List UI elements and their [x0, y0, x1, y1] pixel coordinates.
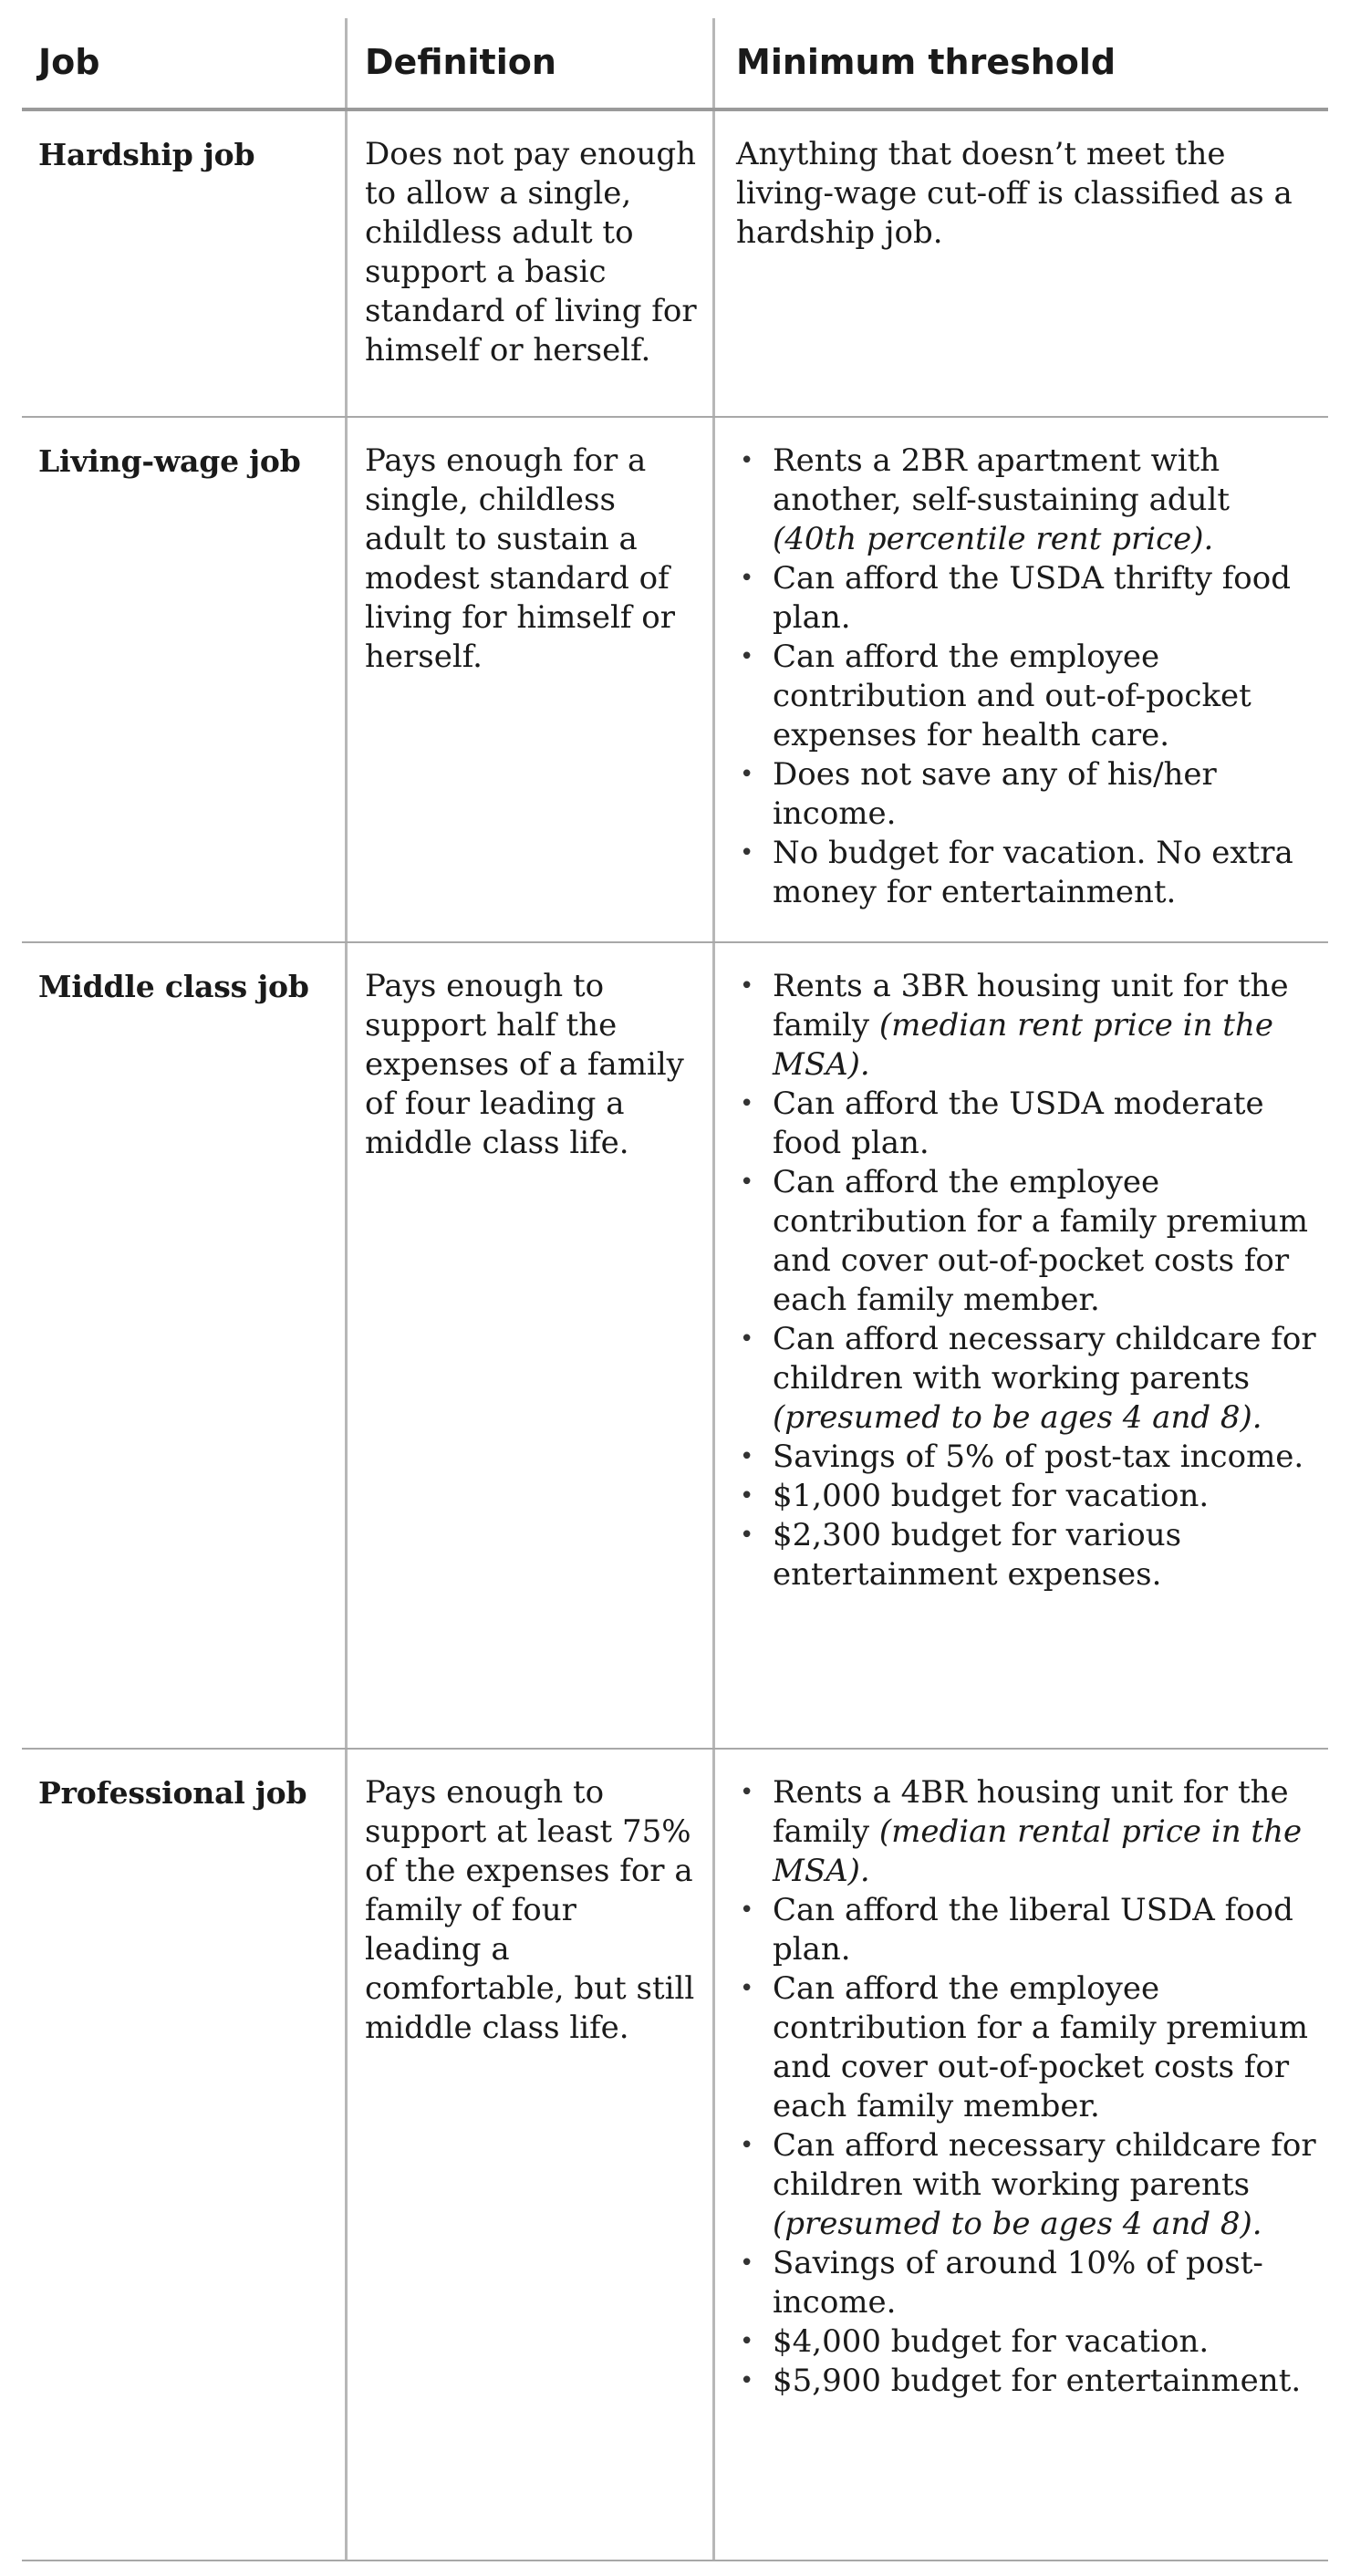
list-item: • $1,000 budget for vacation.	[736, 1477, 1319, 1516]
job-definition: Pays enough to support at least 75% of the expenses for a family of four leading a comfortable, but still middle class life.	[365, 1774, 695, 2046]
list-item: • Can afford the USDA moderate food plan.	[736, 1085, 1319, 1163]
list-item: • Can afford the liberal USDA food plan.	[736, 1891, 1319, 1969]
job-name: Middle class job	[38, 969, 309, 1004]
list-item: • Rents a 2BR apartment with another, self-sustaining adult (40th percentile rent price).	[736, 441, 1319, 559]
job-name: Hardship job	[38, 137, 255, 172]
header-minimum-threshold: Minimum threshold	[736, 42, 1116, 82]
list-item: • Can afford the employee contribution for a family premium and cover out-of-pocket costs for each family member.	[736, 1969, 1319, 2126]
list-item: • No budget for vacation. No extra money for entertainment.	[736, 834, 1319, 912]
table-row-middle-class	[22, 943, 1328, 1750]
table-row-living-wage	[22, 418, 1328, 943]
header-definition: Definition	[365, 42, 556, 82]
job-definition: Does not pay enough to allow a single, childless adult to support a basic standard of living for himself or herself.	[365, 136, 697, 369]
threshold-list	[736, 967, 1319, 1594]
job-definition: Pays enough to support half the expenses of a family of four leading a middle class life.	[365, 968, 684, 1161]
list-item: • Savings of 5% of post-tax income.	[736, 1438, 1319, 1477]
threshold-text: Anything that doesn’t meet the living-wage cut-off is classified as a hardship job.	[736, 136, 1293, 251]
list-item: • Can afford necessary childcare for children with working parents (presumed to be ages 4 and 8).	[736, 1320, 1319, 1438]
table-header	[22, 18, 1328, 111]
list-item: • Savings of around 10% of post-income.	[736, 2244, 1319, 2322]
threshold-list	[736, 1773, 1319, 2401]
list-item: • Can afford the employee contribution for a family premium and cover out-of-pocket costs for each family member.	[736, 1163, 1319, 1320]
job-definition: Pays enough for a single, childless adult to sustain a modest standard of living for himself or herself.	[365, 442, 675, 675]
list-item: • $2,300 budget for various entertainment expenses.	[736, 1516, 1319, 1594]
job-name: Professional job	[38, 1775, 307, 1811]
list-item: • Rents a 3BR housing unit for the family (median rent price in the MSA).	[736, 967, 1319, 1085]
table-row-hardship	[22, 111, 1328, 418]
list-item: • Does not save any of his/her income.	[736, 755, 1319, 834]
list-item: • Can afford the employee contribution and out-of-pocket expenses for health care.	[736, 638, 1319, 755]
list-item: • $4,000 budget for vacation.	[736, 2322, 1319, 2362]
list-item: • Can afford necessary childcare for children with working parents (presumed to be ages 4 and 8).	[736, 2126, 1319, 2244]
list-item: • $5,900 budget for entertainment.	[736, 2362, 1319, 2401]
threshold-list	[736, 441, 1319, 912]
list-item: • Can afford the USDA thrifty food plan.	[736, 559, 1319, 638]
header-job: Job	[38, 42, 100, 82]
job-classification-table	[22, 18, 1328, 2561]
list-item: • Rents a 4BR housing unit for the family (median rental price in the MSA).	[736, 1773, 1319, 1891]
job-name: Living-wage job	[38, 443, 301, 479]
table-row-professional	[22, 1750, 1328, 2561]
